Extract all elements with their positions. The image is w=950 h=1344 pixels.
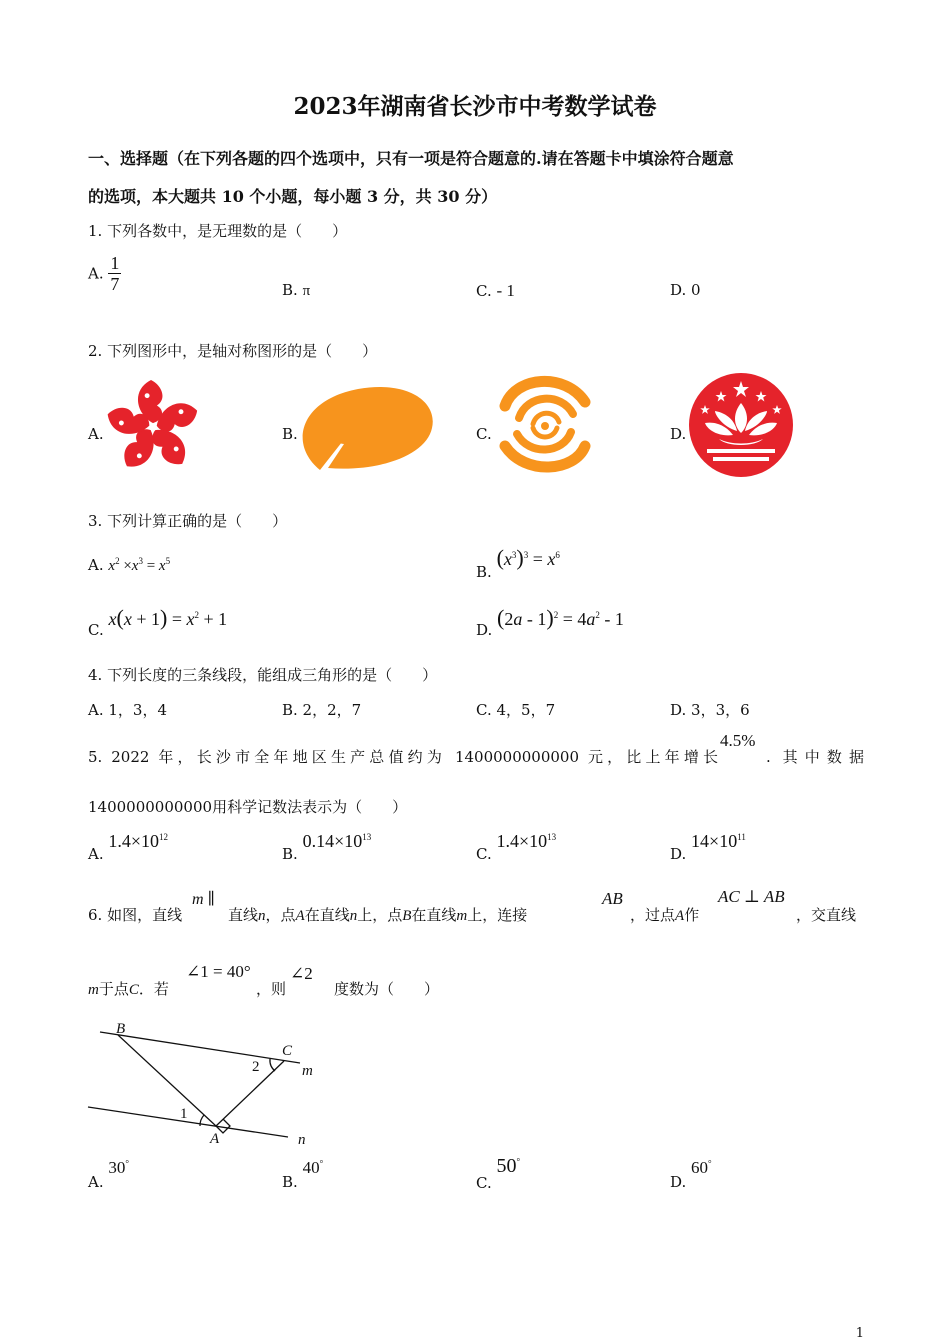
- q1-option-a[interactable]: [88, 253, 121, 294]
- q5-option-c[interactable]: [476, 831, 557, 863]
- q6-option-d[interactable]: [670, 1158, 712, 1191]
- sci-notation: $1.4\times 10^{12}$: [108, 831, 169, 851]
- q4-option-a[interactable]: A. 1，3，4: [88, 701, 167, 719]
- option-value: 0: [691, 281, 701, 299]
- q4-stem: 4. 下列长度的三条线段，能组成三角形的是（ ）: [88, 666, 438, 684]
- option-value: π: [302, 283, 311, 299]
- option-value: - 1: [496, 281, 515, 300]
- q3-stem: 3. 下列计算正确的是（ ）: [88, 512, 288, 530]
- q6-option-a[interactable]: [88, 1158, 129, 1191]
- q6-m-parallel: m ∥: [192, 891, 215, 908]
- q4-option-c[interactable]: C. 4，5，7: [476, 701, 556, 719]
- q5-line1-part2: . 其中数据: [766, 748, 864, 766]
- option-label: D.: [670, 1173, 687, 1191]
- q1-option-b[interactable]: [282, 281, 310, 300]
- option-label: D.: [476, 621, 493, 639]
- q2-option-b-label[interactable]: B.: [282, 425, 298, 443]
- angle-value: 60°: [691, 1158, 712, 1177]
- q6-text-13: ，则: [256, 980, 287, 998]
- angle-value: 40°: [302, 1158, 324, 1177]
- option-label: B.: [282, 1173, 298, 1191]
- sci-notation: $1.4\times 10^{13}$: [496, 831, 557, 851]
- q2-option-d-label[interactable]: D.: [670, 425, 687, 443]
- fraction-one-seventh: [108, 253, 121, 294]
- q6-angle2: ∠2: [290, 964, 313, 983]
- q6-line1-rest: 直线n，点A在直线n上，点B在直线m上，连接: [228, 906, 528, 924]
- option-label: C.: [476, 1174, 492, 1192]
- line-m: [100, 1032, 300, 1063]
- option-label: B.: [282, 281, 298, 299]
- option-label: C.: [476, 282, 492, 300]
- q5-option-b[interactable]: [282, 831, 372, 863]
- formula-d: $(2a - 1)^2 = 4a^2 - 1$: [497, 605, 624, 630]
- q6-segment-ab: AB: [602, 889, 623, 908]
- option-label: C.: [88, 621, 104, 639]
- q6-option-b[interactable]: [282, 1158, 324, 1191]
- label-m: m: [302, 1063, 313, 1079]
- sci-notation: $14\times 10^{11}$: [691, 831, 746, 851]
- q6-text-1: 6. 如图，直线: [88, 906, 183, 924]
- label-n: n: [298, 1132, 306, 1148]
- option-label: A.: [88, 556, 104, 574]
- q5-line1-part1: 5. 2022 年，长沙市全年地区生产总值约为 1400000000000 元，比上年增长: [88, 748, 718, 766]
- section-heading-line-1: 一、选择题（在下列各题的四个选项中，只有一项是符合题意的.请在答题卡中填涂符合题意: [88, 149, 734, 168]
- q6-geometry-figure: [84, 1016, 334, 1151]
- option-label: A.: [88, 264, 104, 283]
- label-b: B: [116, 1021, 126, 1037]
- label-a: A: [210, 1131, 220, 1147]
- macau-lotus-emblem-icon: [688, 372, 794, 478]
- q5-option-a[interactable]: [88, 831, 169, 863]
- q1-option-d[interactable]: [670, 281, 701, 299]
- q3-option-c[interactable]: [88, 605, 228, 639]
- q6-angle1-given: ∠1 = 40°: [186, 962, 251, 981]
- formula-a: $x^2 \times x^3 = x^5$: [108, 556, 171, 574]
- q4-option-d[interactable]: D. 3，3，6: [670, 701, 750, 719]
- sci-notation: $0.14\times 10^{13}$: [302, 831, 372, 851]
- q5-growth-rate: 4.5%: [720, 731, 756, 750]
- q2-stem: 2. 下列图形中，是轴对称图形的是（ ）: [88, 342, 378, 360]
- page-number: 1: [855, 1326, 864, 1341]
- q6-option-c[interactable]: [476, 1155, 521, 1192]
- option-label: C.: [476, 845, 492, 863]
- orange-ring-logo-icon: [298, 384, 436, 472]
- option-label: A.: [88, 1173, 104, 1191]
- q6-text-8: ，过点A作: [630, 906, 700, 924]
- q6-text-14: 度数为（ ）: [334, 980, 440, 998]
- phoenix-swirl-logo-icon: [492, 372, 598, 476]
- page-title: 2023年湖南省长沙市中考数学试卷: [293, 93, 657, 120]
- q6-perpendicular: AC ⊥ AB: [718, 887, 785, 906]
- fraction-numerator: 1: [110, 253, 120, 273]
- q5-line2: 1400000000000用科学记数法表示为（ ）: [88, 798, 408, 816]
- hong-kong-bauhinia-icon: [104, 378, 202, 476]
- q3-option-a[interactable]: [88, 556, 170, 575]
- q6-text-10: ，交直线: [796, 906, 857, 924]
- q2-option-c-label[interactable]: C.: [476, 425, 492, 443]
- fraction-denominator: 7: [110, 274, 120, 294]
- q3-option-d[interactable]: [476, 605, 624, 639]
- option-label: B.: [282, 845, 298, 863]
- q1-stem: 1. 下列各数中，是无理数的是（ ）: [88, 222, 348, 240]
- option-label: D.: [670, 281, 687, 299]
- q6-line2-start: m于点C．若: [88, 980, 169, 998]
- angle-value: 50°: [496, 1155, 521, 1177]
- option-label: D.: [670, 845, 687, 863]
- option-label: A.: [88, 845, 104, 863]
- segment-ab: [118, 1035, 216, 1126]
- q3-option-b[interactable]: [476, 545, 560, 581]
- angle-value: 30°: [108, 1158, 129, 1177]
- label-angle-1: 1: [180, 1106, 188, 1122]
- label-angle-2: 2: [252, 1059, 260, 1075]
- q5-option-d[interactable]: [670, 831, 746, 863]
- section-heading-line-2: 的选项，本大题共 10 个小题，每小题 3 分，共 30 分）: [88, 187, 498, 206]
- q1-option-c[interactable]: [476, 281, 515, 301]
- formula-c: $x(x + 1) = x^2 + 1$: [108, 605, 228, 630]
- q4-option-b[interactable]: B. 2，2，7: [282, 701, 362, 719]
- q2-option-a-label[interactable]: A.: [88, 425, 104, 443]
- angle-2-arc: [270, 1059, 275, 1071]
- label-c: C: [282, 1043, 293, 1059]
- line-n: [88, 1107, 288, 1137]
- formula-b: $(x^3)^3 = x^6$: [496, 545, 560, 570]
- option-label: B.: [476, 563, 492, 581]
